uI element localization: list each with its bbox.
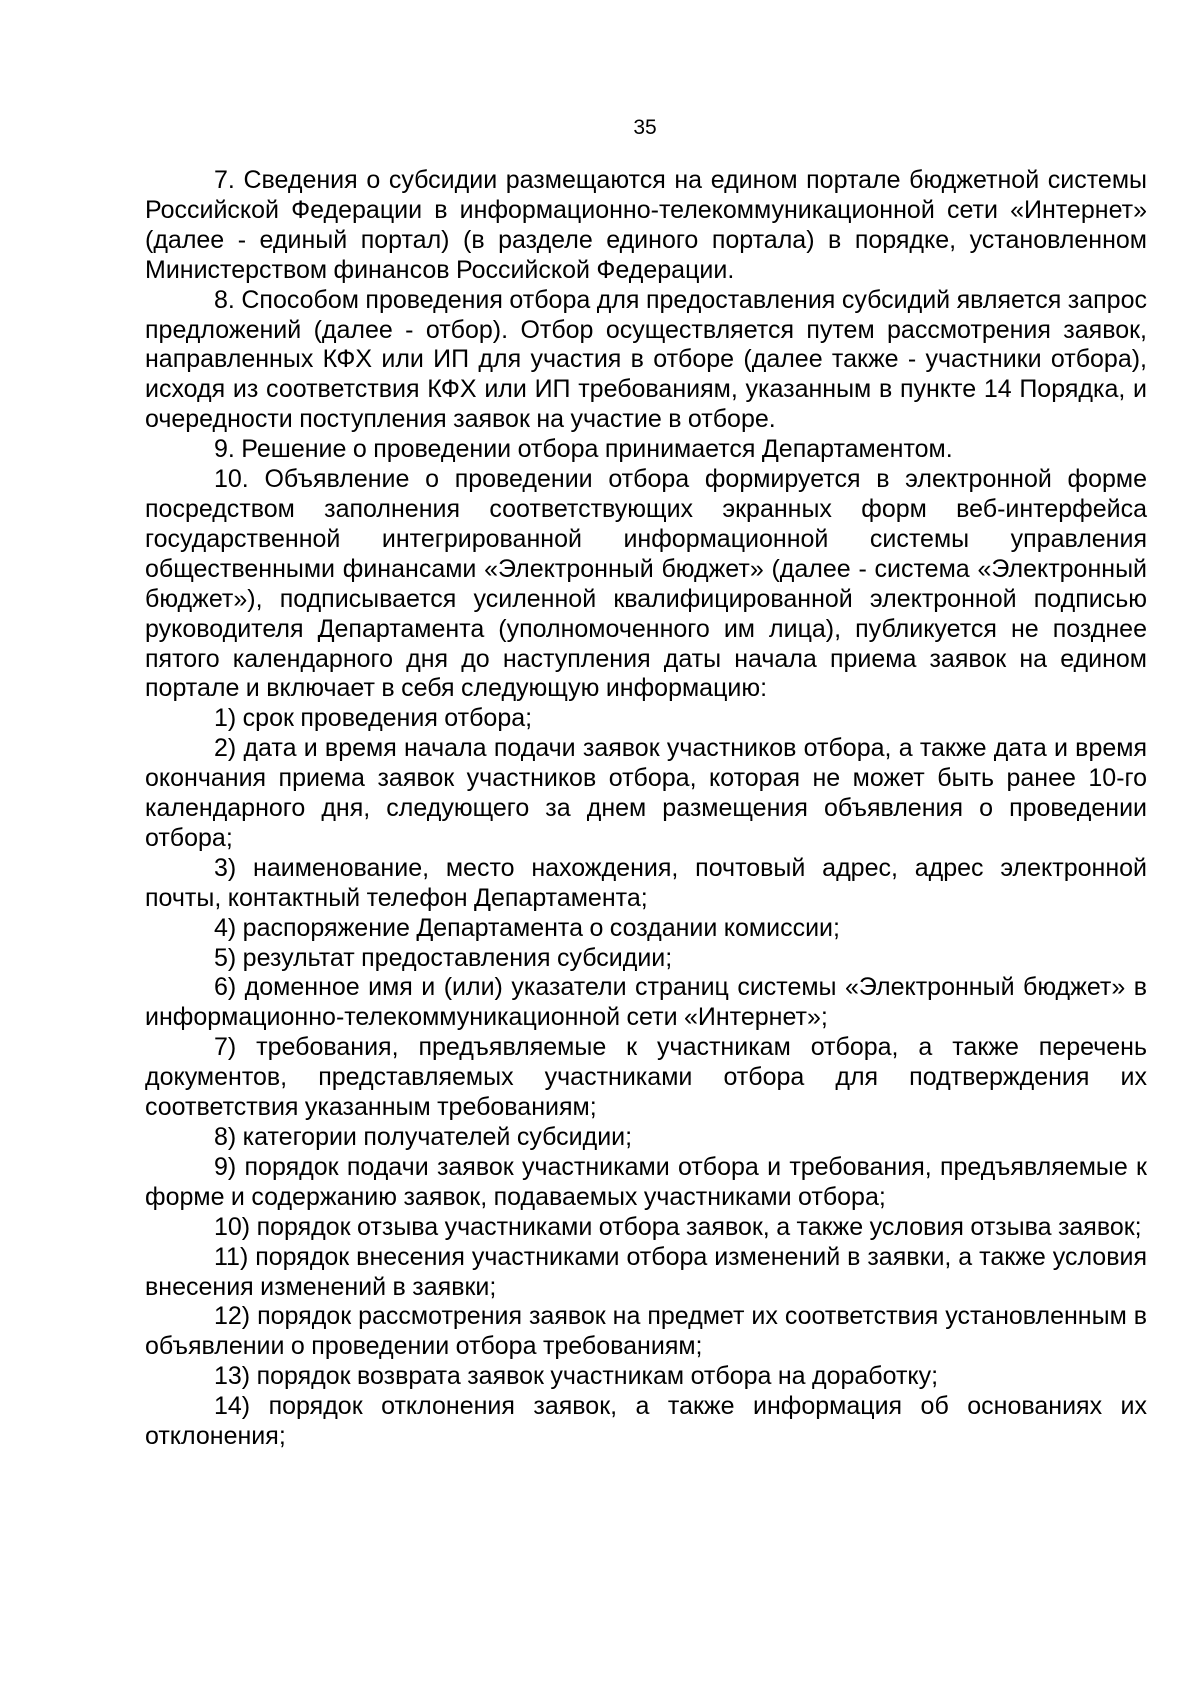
list-item-11: 11) порядок внесения участниками отбора изменений в заявки, а также условия внесения изменений в заявки; xyxy=(145,1242,1147,1301)
paragraph-7: 7. Сведения о субсидии размещаются на едином портале бюджетной системы Российской Федерации в информационно-телекоммуникационной сети «Интернет» (далее - единый портал) (в разделе единого портала) в порядке, установленном Министерством финансов Российской Федерации. xyxy=(145,166,1147,284)
list-item-7: 7) требования, предъявляемые к участникам отбора, а также перечень документов, представляемых участниками отбора для подтверждения их соответствия указанным требованиям; xyxy=(145,1033,1147,1122)
list-item-10: 10) порядок отзыва участниками отбора заявок, а также условия отзыва заявок; xyxy=(214,1212,1142,1241)
paragraph-9: 9. Решение о проведении отбора принимается Департаментом. xyxy=(214,435,953,464)
page-number: 35 xyxy=(633,116,657,139)
list-item-2: 2) дата и время начала подачи заявок участников отбора, а также дата и время окончания приема заявок участников отбора, которая не может быть ранее 10-го календарного дня, следующего за днем размещения объявления о проведении отбора; xyxy=(145,734,1147,852)
document-body xyxy=(145,166,1147,1452)
list-item-5: 5) результат предоставления субсидии; xyxy=(214,943,673,972)
list-item-14: 14) порядок отклонения заявок, а также информация об основаниях их отклонения; xyxy=(145,1392,1147,1451)
list-item-4: 4) распоряжение Департамента о создании комиссии; xyxy=(214,913,840,942)
list-item-9: 9) порядок подачи заявок участниками отбора и требования, предъявляемые к форме и содержанию заявок, подаваемых участниками отбора; xyxy=(145,1152,1147,1211)
list-item-3: 3) наименование, место нахождения, почтовый адрес, адрес электронной почты, контактный телефон Департамента; xyxy=(145,853,1147,912)
list-item-13: 13) порядок возврата заявок участникам отбора на доработку; xyxy=(214,1362,939,1391)
list-item-12: 12) порядок рассмотрения заявок на предмет их соответствия установленным в объявлении о проведении отбора требованиям; xyxy=(145,1302,1147,1361)
paragraph-10: 10. Объявление о проведении отбора формируется в электронной форме посредством заполнения соответствующих экранных форм веб-интерфейса государственной интегрированной информационной системы управления общественными финансами «Электронный бюджет» (далее - система «Электронный бюджет»), подписывается усиленной квалифицированной электронной подписью руководителя Департамента (уполномоченного им лица), публикуется не позднее пятого календарного дня до наступления даты начала приема заявок на едином портале и включает в себя следующую информацию: xyxy=(145,465,1147,703)
list-item-1: 1) срок проведения отбора; xyxy=(214,704,533,733)
list-item-8: 8) категории получателей субсидии; xyxy=(214,1123,633,1151)
paragraph-8: 8. Способом проведения отбора для предоставления субсидий является запрос предложений (далее - отбор). Отбор осуществляется путем рассмотрения заявок, направленных КФХ или ИП для участия в отборе (далее также - участники отбора), исходя из соответствия КФХ или ИП требованиям, указанным в пункте 14 Порядка, и очередности поступления заявок на участие в отборе. xyxy=(145,285,1147,434)
list-item-6: 6) доменное имя и (или) указатели страниц системы «Электронный бюджет» в информационно-телекоммуникационной сети «Интернет»; xyxy=(145,973,1147,1032)
